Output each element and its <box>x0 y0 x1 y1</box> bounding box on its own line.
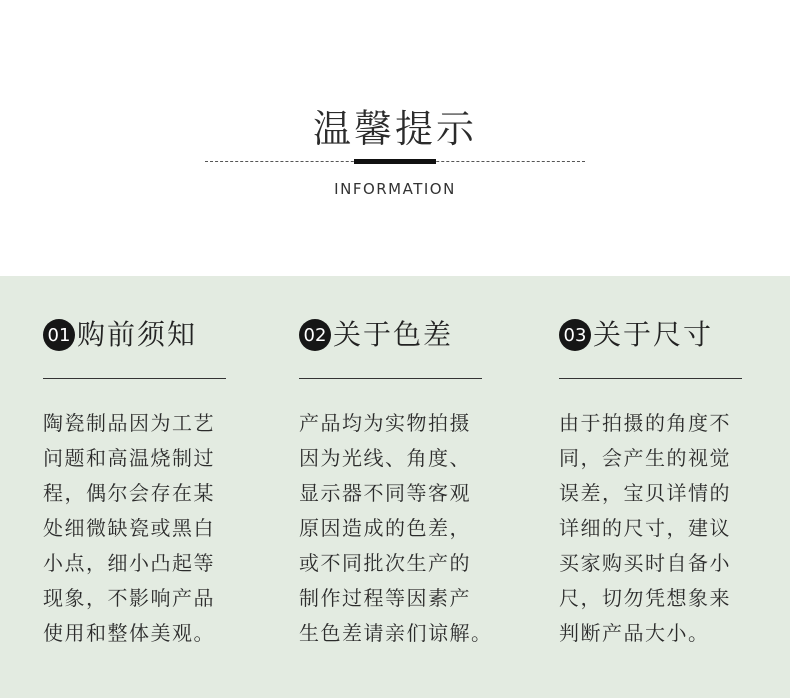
body-line: 陶瓷制品因为工艺 <box>43 411 215 435</box>
section-title: 关于尺寸 <box>593 318 714 351</box>
body-line: 买家购买时自备小 <box>559 551 731 575</box>
page-subtitle: INFORMATION <box>334 180 456 198</box>
section-header <box>299 316 499 354</box>
body-line: 产品均为实物拍摄 <box>299 411 471 435</box>
section-number-badge: 02 <box>299 319 331 351</box>
body-line: 同，会产生的视觉 <box>559 446 731 470</box>
section-body <box>559 406 769 651</box>
info-panel <box>0 276 790 698</box>
section-divider <box>559 378 742 379</box>
body-line: 使用和整体美观。 <box>43 621 215 645</box>
body-line: 程，偶尔会存在某 <box>43 481 215 505</box>
body-line: 原因造成的色差， <box>299 516 471 540</box>
section-title: 购前须知 <box>77 318 198 351</box>
body-line: 小点，细小凸起等 <box>43 551 215 575</box>
body-line: 显示器不同等客观 <box>299 481 471 505</box>
body-line: 详细的尺寸，建议 <box>559 516 731 540</box>
section-divider <box>299 378 482 379</box>
body-line: 问题和高温烧制过 <box>43 446 215 470</box>
body-line: 制作过程等因素产 <box>299 586 471 610</box>
body-line: 判断产品大小。 <box>559 621 710 645</box>
section-color-difference <box>299 316 499 645</box>
body-line: 处细微缺瓷或黑白 <box>43 516 215 540</box>
section-body <box>299 406 509 651</box>
body-line: 或不同批次生产的 <box>299 551 471 575</box>
section-purchase-notice <box>43 316 243 645</box>
section-title: 关于色差 <box>333 318 454 351</box>
body-line: 因为光线、角度、 <box>299 446 471 470</box>
body-line: 尺，切勿凭想象来 <box>559 586 731 610</box>
section-divider <box>43 378 226 379</box>
section-body <box>43 406 253 651</box>
body-line: 误差，宝贝详情的 <box>559 481 731 505</box>
section-size <box>559 316 759 645</box>
section-number-badge: 03 <box>559 319 591 351</box>
header-section <box>0 0 790 276</box>
page-title: 温馨提示 <box>312 107 477 151</box>
title-underline-bar <box>354 159 436 164</box>
body-line: 现象，不影响产品 <box>43 586 215 610</box>
body-line: 生色差请亲们谅解。 <box>299 621 493 645</box>
section-header <box>559 316 759 354</box>
body-line: 由于拍摄的角度不 <box>559 411 731 435</box>
section-number-badge: 01 <box>43 319 75 351</box>
section-header <box>43 316 243 354</box>
